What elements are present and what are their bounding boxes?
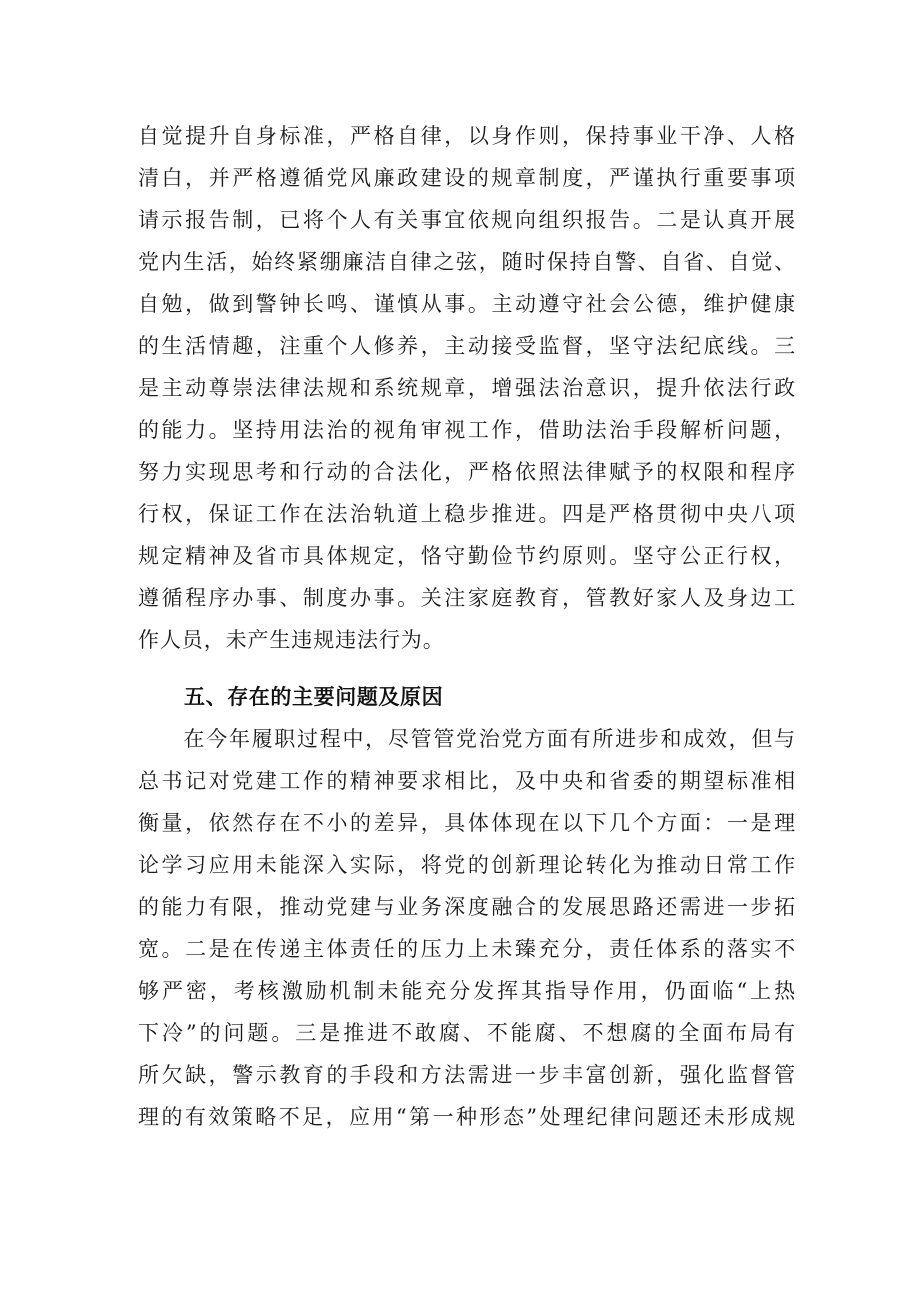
paragraph-line: 的生活情趣，注重个人修养，主动接受监督，坚守法纪底线。三 — [138, 334, 796, 358]
paragraph-line: 够严密，考核激励机制未能充分发挥其指导作用，仍面临“上热 — [138, 979, 796, 1003]
paragraph-line: 请示报告制，已将个人有关事宜依规向组织报告。二是认真开展 — [138, 208, 796, 232]
paragraph-line: 的能力有限，推动党建与业务深度融合的发展思路还需进一步拓 — [138, 895, 796, 919]
paragraph-line: 清白，并严格遵循党风廉政建设的规章制度，严谨执行重要事项 — [138, 166, 796, 190]
paragraph-line: 党内生活，始终紧绷廉洁自律之弦，随时保持自警、自省、自觉、 — [138, 250, 796, 274]
paragraph-continued — [138, 115, 796, 661]
paragraph-line: 是主动尊崇法律法规和系统规章，增强法治意识，提升依法行政 — [138, 376, 796, 400]
paragraph-line: 所欠缺，警示教育的手段和方法需进一步丰富创新，强化监督管 — [138, 1063, 796, 1087]
paragraph-line: 在今年履职过程中，尽管管党治党方面有所进步和成效，但与 — [138, 727, 796, 751]
paragraph-line: 规定精神及省市具体规定，恪守勤俭节约原则。坚守公正行权， — [138, 544, 796, 568]
paragraph-line: 宽。二是在传递主体责任的压力上未臻充分，责任体系的落实不 — [138, 937, 796, 961]
paragraph-line: 总书记对党建工作的精神要求相比，及中央和省委的期望标准相 — [138, 769, 796, 793]
paragraph-line: 衡量，依然存在不小的差异，具体体现在以下几个方面：一是理 — [138, 811, 796, 835]
paragraph-line: 下冷”的问题。三是推进不敢腐、不能腐、不想腐的全面布局有 — [138, 1021, 796, 1045]
paragraph-line: 自觉提升自身标准，严格自律，以身作则，保持事业干净、人格 — [138, 124, 796, 148]
paragraph-line: 努力实现思考和行动的合法化，严格依照法律赋予的权限和程序 — [138, 460, 796, 484]
paragraph-line: 的能力。坚持用法治的视角审视工作，借助法治手段解析问题， — [138, 418, 796, 442]
paragraph-line: 论学习应用未能深入实际，将党的创新理论转化为推动日常工作 — [138, 853, 796, 877]
paragraph-line: 理的有效策略不足，应用“第一种形态”处理纪律问题还未形成规 — [138, 1105, 796, 1129]
paragraph-line: 遵循程序办事、制度办事。关注家庭教育，管教好家人及身边工 — [138, 586, 796, 610]
paragraph-line: 作人员，未产生违规违法行为。 — [138, 628, 445, 652]
paragraph-line: 自勉，做到警钟长鸣、谨慎从事。主动遵守社会公德，维护健康 — [138, 292, 796, 316]
section-heading: 五、存在的主要问题及原因 — [184, 685, 444, 709]
paragraph-line: 行权，保证工作在法治轨道上稳步推进。四是严格贯彻中央八项 — [138, 502, 796, 526]
paragraph-problems — [138, 718, 796, 1138]
